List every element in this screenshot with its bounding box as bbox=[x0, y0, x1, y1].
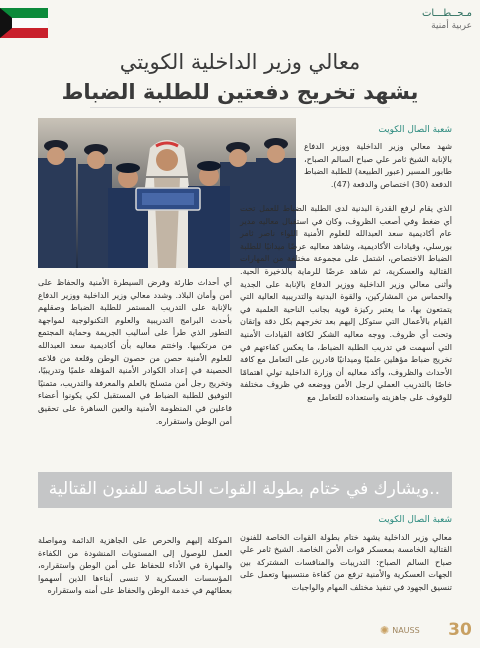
article-body-left bbox=[38, 276, 232, 427]
article-body-paragraph-1: الذي يقام لرفع القدرة البدنية لدى الطلبة الضباط للعمل تحت أي ضغط وفي أصعب الظروف، وكان في استقبال معاليه مدير عام أكاديمية سعد العبدالله للعلوم الأمنية اللواء ناصر ثامر بورسلي، وقيادات الأكاديمية، وشاهد معاليه عرضًا ميدانيًا للطلبة الضباط الاختصاص، اشتمل على مجموعة مختلفة من المهارات القتالية والعسكرية، ثم شاهد عرضًا للرماية بالذخيرة الحية. وأثنى معالي وزير الداخلية ووزير الدفاع بالإنابة على الجدية والحماس من المشاركين، والقوة البدنية والتدريبية العالية التي يتمتعون بها، ما يعتبر ركيزة قوية بجانب الناحية العلمية في القيام بالأعمال التي ستوكل إليهم بعد تخرجهم بكل دقة وإتقان وتحت أي ظروف. ووجه معاليه الشكر لكافة القيادات الأمنية التي أسهمت في تدريب الطلبة الضباط، ما يعكس كفاءتهم في تخريج ضباط مؤهلين علميًا وميدانيًا قادرين على التعامل مع كافة الأحداث والظروف، وأكد معاليه أن وزارة الداخلية تولي اهتمامًا خاصًا بالتدريب العملي لرجل الأمن ووضعه في ظروف مختلفة للوقوف على جاهزيته واستعداده للتعامل مع bbox=[240, 203, 452, 402]
second-article-right bbox=[240, 514, 452, 594]
second-article-paragraph-2: الموكلة إليهم والحرص على الجاهزية الدائمة ومواصلة العمل للوصول إلى المستويات المنشودة من الكفاءة والمهارة في الأداء للحفاظ على أمن الوطن واستقراره، المؤسسات العسكرية لا تنسى أبناءها الذين أسهموا بعطائهم في خدمة الوطن والحفاظ على أمنه واستقراره bbox=[38, 535, 232, 596]
page-number: 30 bbox=[448, 620, 472, 640]
section-label-subtitle: عربية أمنية bbox=[431, 21, 472, 31]
nauss-logo-text: NAUSS bbox=[392, 625, 420, 635]
article-body-right bbox=[240, 202, 452, 404]
article-title-line2: يشهد تخريج دفعتين للطلبة الضباط bbox=[61, 80, 419, 104]
article-title-line1: معالي وزير الداخلية الكويتي bbox=[119, 50, 361, 74]
article-source: شعبة الصال الكويت bbox=[378, 125, 452, 135]
section-label-title: مـحــطـــات bbox=[421, 8, 472, 19]
section-label bbox=[360, 8, 472, 31]
article-body-paragraph-2: أي أحداث طارئة وفرض السيطرة الأمنية والحفاظ على أمن وأمان البلاد. وشدد معالي وزير الداخلية ووزير الدفاع بالإنابة على التدريب المستمر للطلبة الضباط وصقلهم بأحدث البرامج التدريبية والعلوم التكنولوجية لمواجهة التطور الذي طرأ على أساليب الجريمة وحماية المجتمع من مرتكبيها. واختتم معاليه بأن أكاديمية سعد العبدالله للعلوم الأمنية حصن من حصون الوطن وقلعة من قلاعه الحصينة في إعداد الكوادر الأمنية المؤهلة علميًا وتدريبيًا، وتخريج رجل أمن متسلح بالعلم والمعرفة والتدريب، متمنيًا التوفيق للطلبة الضباط في المستقبل لكي يكونوا أعضاء فاعلين في المنظومة الأمنية والعين الساهرة على تحقيق أمن الوطن واستقراره. bbox=[38, 277, 232, 426]
article-intro-paragraph: شهد معالي وزير الداخلية ووزير الدفاع بالإنابة الشيخ ثامر علي صباح السالم الصباح، طابور المسير (عبور الطبيعة) للطلبة الضباط الدفعة (30) اختصاص والدفعة (47). bbox=[304, 141, 452, 189]
second-article-banner bbox=[38, 472, 452, 508]
nauss-logo bbox=[380, 622, 438, 638]
second-article-source: شعبة الصال الكويت bbox=[378, 515, 452, 525]
second-article-title: ..ويشارك في ختام بطولة القوات الخاصة للفنون القتالية bbox=[48, 479, 440, 499]
second-article-left bbox=[38, 534, 232, 597]
article-title bbox=[30, 50, 450, 104]
kuwait-flag-icon bbox=[0, 8, 48, 38]
title-divider bbox=[90, 107, 390, 108]
article-intro bbox=[304, 124, 452, 141]
second-article-paragraph-1: معالي وزير الداخلية يشهد ختام بطولة القوات الخاصة للفنون القتالية الخامسة بمعسكر قوات الأمن الخاصة. الشيخ ثامر علي صباح السالم الصباح: التدريبات والمنافسات المشتركة بين الجهات العسكرية والأمنية ترفع من كفاءة منتسبيها وتعمل على تنسيق الجهود في تنفيذ مختلف المهام والواجبات bbox=[240, 531, 452, 592]
nauss-emblem-icon: ✺ bbox=[380, 623, 390, 637]
article-intro-text bbox=[304, 140, 452, 190]
